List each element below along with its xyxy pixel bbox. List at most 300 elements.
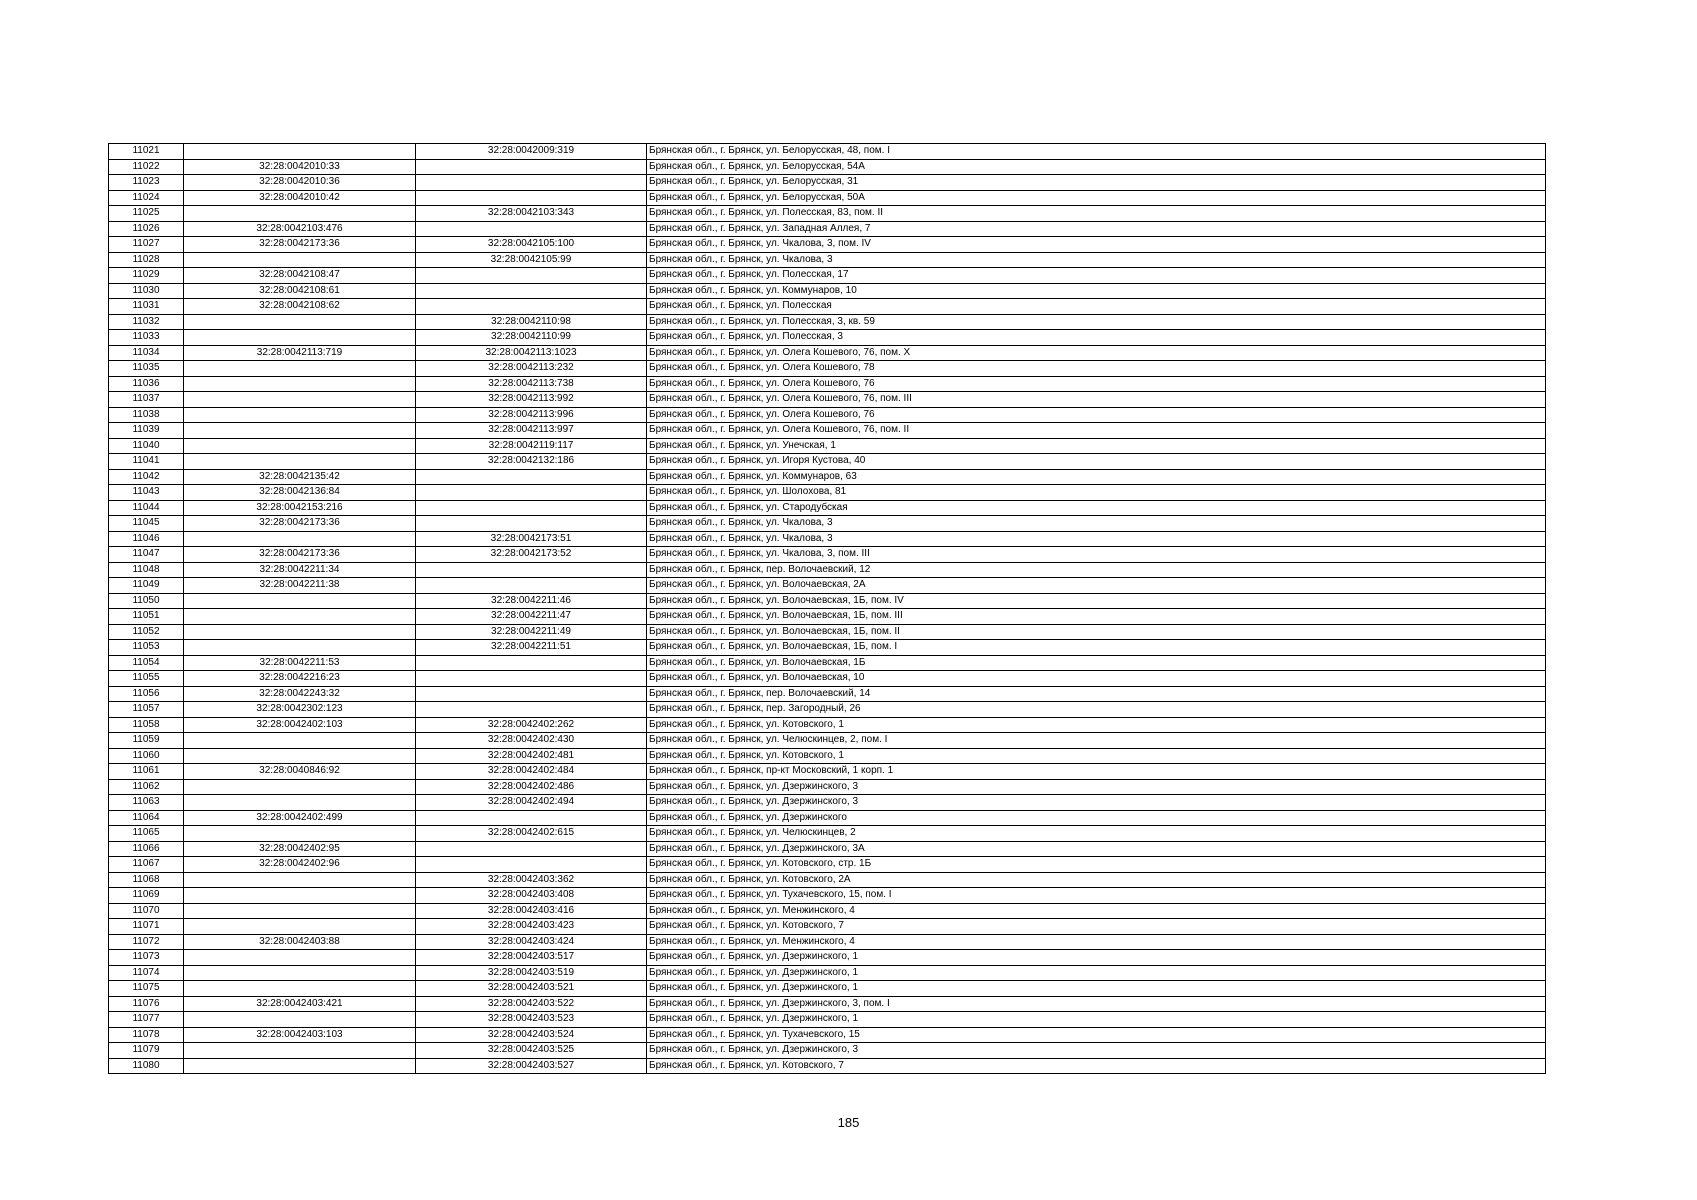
table-row	[109, 485, 1546, 501]
land-cadastral-number-cell	[184, 531, 416, 547]
address-cell: Брянская обл., г. Брянск, ул. Тухачевского, 15, пом. I	[647, 888, 1546, 904]
building-cadastral-number-cell	[416, 175, 647, 191]
address-cell: Брянская обл., г. Брянск, ул. Чкалова, 3	[647, 531, 1546, 547]
address-cell: Брянская обл., г. Брянск, ул. Котовского, 1	[647, 717, 1546, 733]
building-cadastral-number-cell: 32:28:0042211:51	[416, 640, 647, 656]
address-cell: Брянская обл., г. Брянск, пр-кт Московский, 1 корп. 1	[647, 764, 1546, 780]
land-cadastral-number-cell	[184, 361, 416, 377]
row-number-cell: 11027	[109, 237, 184, 253]
address-cell: Брянская обл., г. Брянск, ул. Челюскинцев, 2	[647, 826, 1546, 842]
row-number-cell: 11058	[109, 717, 184, 733]
table-row	[109, 299, 1546, 315]
building-cadastral-number-cell: 32:28:0042211:47	[416, 609, 647, 625]
land-cadastral-number-cell: 32:28:0042173:36	[184, 237, 416, 253]
land-cadastral-number-cell	[184, 454, 416, 470]
table-row	[109, 547, 1546, 563]
row-number-cell: 11075	[109, 981, 184, 997]
address-cell: Брянская обл., г. Брянск, ул. Стародубская	[647, 500, 1546, 516]
land-cadastral-number-cell: 32:28:0042302:123	[184, 702, 416, 718]
land-cadastral-number-cell	[184, 252, 416, 268]
building-cadastral-number-cell: 32:28:0042402:615	[416, 826, 647, 842]
row-number-cell: 11070	[109, 903, 184, 919]
address-cell: Брянская обл., г. Брянск, ул. Полесская, 83, пом. II	[647, 206, 1546, 222]
building-cadastral-number-cell: 32:28:0042402:494	[416, 795, 647, 811]
table-row	[109, 438, 1546, 454]
land-cadastral-number-cell: 32:28:0042402:95	[184, 841, 416, 857]
table-row	[109, 1012, 1546, 1028]
address-cell: Брянская обл., г. Брянск, ул. Волочаевская, 10	[647, 671, 1546, 687]
land-cadastral-number-cell: 32:28:0042211:53	[184, 655, 416, 671]
table-row	[109, 407, 1546, 423]
address-cell: Брянская обл., г. Брянск, ул. Игоря Кустова, 40	[647, 454, 1546, 470]
table-row	[109, 795, 1546, 811]
table-row	[109, 717, 1546, 733]
building-cadastral-number-cell: 32:28:0042403:525	[416, 1043, 647, 1059]
row-number-cell: 11030	[109, 283, 184, 299]
address-cell: Брянская обл., г. Брянск, ул. Полесская, 17	[647, 268, 1546, 284]
table-row	[109, 857, 1546, 873]
row-number-cell: 11043	[109, 485, 184, 501]
land-cadastral-number-cell: 32:28:0042173:36	[184, 547, 416, 563]
table-row	[109, 516, 1546, 532]
building-cadastral-number-cell	[416, 810, 647, 826]
row-number-cell: 11032	[109, 314, 184, 330]
row-number-cell: 11046	[109, 531, 184, 547]
land-cadastral-number-cell	[184, 826, 416, 842]
table-row	[109, 686, 1546, 702]
address-cell: Брянская обл., г. Брянск, ул. Унечская, 1	[647, 438, 1546, 454]
land-cadastral-number-cell	[184, 733, 416, 749]
row-number-cell: 11039	[109, 423, 184, 439]
address-cell: Брянская обл., г. Брянск, ул. Белорусская, 54А	[647, 159, 1546, 175]
row-number-cell: 11038	[109, 407, 184, 423]
land-cadastral-number-cell	[184, 1058, 416, 1074]
building-cadastral-number-cell: 32:28:0042402:484	[416, 764, 647, 780]
building-cadastral-number-cell	[416, 686, 647, 702]
land-cadastral-number-cell	[184, 330, 416, 346]
address-cell: Брянская обл., г. Брянск, ул. Тухачевского, 15	[647, 1027, 1546, 1043]
table-row	[109, 531, 1546, 547]
address-cell: Брянская обл., г. Брянск, ул. Дзержинского, 1	[647, 950, 1546, 966]
row-number-cell: 11055	[109, 671, 184, 687]
table-row	[109, 888, 1546, 904]
row-number-cell: 11024	[109, 190, 184, 206]
land-cadastral-number-cell: 32:28:0042216:23	[184, 671, 416, 687]
land-cadastral-number-cell	[184, 314, 416, 330]
table-row	[109, 996, 1546, 1012]
address-cell: Брянская обл., г. Брянск, ул. Волочаевская, 1Б, пом. II	[647, 624, 1546, 640]
address-cell: Брянская обл., г. Брянск, ул. Белорусская, 50А	[647, 190, 1546, 206]
row-number-cell: 11077	[109, 1012, 184, 1028]
table-row	[109, 144, 1546, 160]
table-row	[109, 965, 1546, 981]
land-cadastral-number-cell: 32:28:0042211:38	[184, 578, 416, 594]
address-cell: Брянская обл., г. Брянск, ул. Чкалова, 3	[647, 252, 1546, 268]
row-number-cell: 11063	[109, 795, 184, 811]
building-cadastral-number-cell	[416, 857, 647, 873]
table-row	[109, 190, 1546, 206]
building-cadastral-number-cell: 32:28:0042110:98	[416, 314, 647, 330]
address-cell: Брянская обл., г. Брянск, ул. Менжинского, 4	[647, 934, 1546, 950]
land-cadastral-number-cell: 32:28:0042243:32	[184, 686, 416, 702]
table-row	[109, 283, 1546, 299]
address-cell: Брянская обл., г. Брянск, ул. Волочаевская, 1Б, пом. I	[647, 640, 1546, 656]
address-cell: Брянская обл., г. Брянск, ул. Белорусская, 31	[647, 175, 1546, 191]
land-cadastral-number-cell: 32:28:0042010:33	[184, 159, 416, 175]
building-cadastral-number-cell	[416, 516, 647, 532]
address-cell: Брянская обл., г. Брянск, ул. Дзержинского, 3	[647, 795, 1546, 811]
address-cell: Брянская обл., г. Брянск, ул. Дзержинского, 1	[647, 965, 1546, 981]
building-cadastral-number-cell: 32:28:0042403:416	[416, 903, 647, 919]
land-cadastral-number-cell: 32:28:0042403:421	[184, 996, 416, 1012]
table-row	[109, 764, 1546, 780]
building-cadastral-number-cell: 32:28:0042173:52	[416, 547, 647, 563]
row-number-cell: 11025	[109, 206, 184, 222]
land-cadastral-number-cell: 32:28:0042403:88	[184, 934, 416, 950]
building-cadastral-number-cell: 32:28:0042113:992	[416, 392, 647, 408]
building-cadastral-number-cell: 32:28:0042402:481	[416, 748, 647, 764]
building-cadastral-number-cell	[416, 671, 647, 687]
table-row	[109, 1058, 1546, 1074]
table-row	[109, 1043, 1546, 1059]
building-cadastral-number-cell: 32:28:0042132:186	[416, 454, 647, 470]
building-cadastral-number-cell: 32:28:0042211:46	[416, 593, 647, 609]
address-cell: Брянская обл., г. Брянск, ул. Коммунаров, 63	[647, 469, 1546, 485]
building-cadastral-number-cell: 32:28:0042105:100	[416, 237, 647, 253]
address-cell: Брянская обл., г. Брянск, ул. Полесская	[647, 299, 1546, 315]
table-row	[109, 237, 1546, 253]
building-cadastral-number-cell	[416, 562, 647, 578]
table-row	[109, 826, 1546, 842]
address-cell: Брянская обл., г. Брянск, ул. Олега Кошевого, 76	[647, 407, 1546, 423]
row-number-cell: 11026	[109, 221, 184, 237]
row-number-cell: 11080	[109, 1058, 184, 1074]
address-cell: Брянская обл., г. Брянск, ул. Белорусская, 48, пом. I	[647, 144, 1546, 160]
address-cell: Брянская обл., г. Брянск, ул. Котовского, 7	[647, 919, 1546, 935]
table-row	[109, 500, 1546, 516]
building-cadastral-number-cell: 32:28:0042113:996	[416, 407, 647, 423]
building-cadastral-number-cell: 32:28:0042403:523	[416, 1012, 647, 1028]
address-cell: Брянская обл., г. Брянск, ул. Дзержинского, 1	[647, 981, 1546, 997]
land-cadastral-number-cell	[184, 748, 416, 764]
table-row	[109, 423, 1546, 439]
table-row	[109, 903, 1546, 919]
row-number-cell: 11047	[109, 547, 184, 563]
building-cadastral-number-cell	[416, 500, 647, 516]
address-cell: Брянская обл., г. Брянск, ул. Котовского, стр. 1Б	[647, 857, 1546, 873]
land-cadastral-number-cell: 32:28:0042403:103	[184, 1027, 416, 1043]
table-row	[109, 593, 1546, 609]
building-cadastral-number-cell: 32:28:0042403:521	[416, 981, 647, 997]
table-row	[109, 469, 1546, 485]
land-cadastral-number-cell: 32:28:0042402:96	[184, 857, 416, 873]
table-row	[109, 268, 1546, 284]
row-number-cell: 11078	[109, 1027, 184, 1043]
row-number-cell: 11041	[109, 454, 184, 470]
table-row	[109, 702, 1546, 718]
address-cell: Брянская обл., г. Брянск, ул. Котовского, 7	[647, 1058, 1546, 1074]
address-cell: Брянская обл., г. Брянск, ул. Шолохова, 81	[647, 485, 1546, 501]
land-cadastral-number-cell	[184, 423, 416, 439]
land-cadastral-number-cell	[184, 593, 416, 609]
land-cadastral-number-cell: 32:28:0042108:61	[184, 283, 416, 299]
row-number-cell: 11060	[109, 748, 184, 764]
land-cadastral-number-cell	[184, 872, 416, 888]
land-cadastral-number-cell	[184, 392, 416, 408]
building-cadastral-number-cell: 32:28:0042402:486	[416, 779, 647, 795]
table-row	[109, 578, 1546, 594]
building-cadastral-number-cell: 32:28:0042173:51	[416, 531, 647, 547]
land-cadastral-number-cell: 32:28:0042153:216	[184, 500, 416, 516]
address-cell: Брянская обл., г. Брянск, ул. Дзержинского, 3, пом. I	[647, 996, 1546, 1012]
row-number-cell: 11056	[109, 686, 184, 702]
land-cadastral-number-cell	[184, 407, 416, 423]
table-row	[109, 221, 1546, 237]
row-number-cell: 11066	[109, 841, 184, 857]
address-cell: Брянская обл., г. Брянск, ул. Полесская, 3	[647, 330, 1546, 346]
building-cadastral-number-cell	[416, 702, 647, 718]
table-row	[109, 1027, 1546, 1043]
table-row	[109, 810, 1546, 826]
building-cadastral-number-cell	[416, 190, 647, 206]
row-number-cell: 11035	[109, 361, 184, 377]
table-row	[109, 748, 1546, 764]
table-row	[109, 779, 1546, 795]
table-row	[109, 454, 1546, 470]
building-cadastral-number-cell	[416, 221, 647, 237]
address-cell: Брянская обл., г. Брянск, ул. Волочаевская, 1Б	[647, 655, 1546, 671]
land-cadastral-number-cell	[184, 1012, 416, 1028]
address-cell: Брянская обл., г. Брянск, ул. Дзержинского, 1	[647, 1012, 1546, 1028]
land-cadastral-number-cell	[184, 640, 416, 656]
land-cadastral-number-cell	[184, 903, 416, 919]
building-cadastral-number-cell: 32:28:0042402:430	[416, 733, 647, 749]
address-cell: Брянская обл., г. Брянск, ул. Волочаевская, 2А	[647, 578, 1546, 594]
address-cell: Брянская обл., г. Брянск, ул. Волочаевская, 1Б, пом. IV	[647, 593, 1546, 609]
land-cadastral-number-cell	[184, 919, 416, 935]
land-cadastral-number-cell	[184, 144, 416, 160]
row-number-cell: 11069	[109, 888, 184, 904]
row-number-cell: 11073	[109, 950, 184, 966]
page-number: 185	[837, 1115, 860, 1130]
address-cell: Брянская обл., г. Брянск, ул. Волочаевская, 1Б, пом. III	[647, 609, 1546, 625]
row-number-cell: 11059	[109, 733, 184, 749]
address-cell: Брянская обл., г. Брянск, ул. Коммунаров, 10	[647, 283, 1546, 299]
address-cell: Брянская обл., г. Брянск, ул. Чкалова, 3, пом. IV	[647, 237, 1546, 253]
land-cadastral-number-cell: 32:28:0042173:36	[184, 516, 416, 532]
address-cell: Брянская обл., г. Брянск, ул. Олега Кошевого, 76, пом. II	[647, 423, 1546, 439]
register-table	[108, 143, 1546, 1074]
land-cadastral-number-cell: 32:28:0042010:42	[184, 190, 416, 206]
land-cadastral-number-cell	[184, 206, 416, 222]
land-cadastral-number-cell	[184, 888, 416, 904]
table-row	[109, 671, 1546, 687]
row-number-cell: 11040	[109, 438, 184, 454]
table-row	[109, 314, 1546, 330]
row-number-cell: 11076	[109, 996, 184, 1012]
row-number-cell: 11021	[109, 144, 184, 160]
row-number-cell: 11042	[109, 469, 184, 485]
row-number-cell: 11049	[109, 578, 184, 594]
row-number-cell: 11044	[109, 500, 184, 516]
building-cadastral-number-cell: 32:28:0042113:997	[416, 423, 647, 439]
land-cadastral-number-cell: 32:28:0042402:499	[184, 810, 416, 826]
land-cadastral-number-cell	[184, 1043, 416, 1059]
address-cell: Брянская обл., г. Брянск, ул. Менжинского, 4	[647, 903, 1546, 919]
land-cadastral-number-cell: 32:28:0042402:103	[184, 717, 416, 733]
land-cadastral-number-cell: 32:28:0042211:34	[184, 562, 416, 578]
land-cadastral-number-cell	[184, 609, 416, 625]
row-number-cell: 11022	[109, 159, 184, 175]
row-number-cell: 11050	[109, 593, 184, 609]
building-cadastral-number-cell: 32:28:0042403:517	[416, 950, 647, 966]
land-cadastral-number-cell	[184, 795, 416, 811]
building-cadastral-number-cell: 32:28:0042110:99	[416, 330, 647, 346]
address-cell: Брянская обл., г. Брянск, ул. Олега Кошевого, 76, пом. III	[647, 392, 1546, 408]
land-cadastral-number-cell	[184, 438, 416, 454]
row-number-cell: 11072	[109, 934, 184, 950]
row-number-cell: 11064	[109, 810, 184, 826]
land-cadastral-number-cell: 32:28:0042103:476	[184, 221, 416, 237]
building-cadastral-number-cell	[416, 283, 647, 299]
building-cadastral-number-cell: 32:28:0042403:522	[416, 996, 647, 1012]
building-cadastral-number-cell: 32:28:0042113:232	[416, 361, 647, 377]
table-row	[109, 206, 1546, 222]
land-cadastral-number-cell: 32:28:0042108:62	[184, 299, 416, 315]
land-cadastral-number-cell: 32:28:0042135:42	[184, 469, 416, 485]
table-row	[109, 345, 1546, 361]
building-cadastral-number-cell: 32:28:0042403:362	[416, 872, 647, 888]
row-number-cell: 11074	[109, 965, 184, 981]
row-number-cell: 11057	[109, 702, 184, 718]
building-cadastral-number-cell	[416, 268, 647, 284]
row-number-cell: 11062	[109, 779, 184, 795]
building-cadastral-number-cell: 32:28:0042105:99	[416, 252, 647, 268]
row-number-cell: 11034	[109, 345, 184, 361]
row-number-cell: 11051	[109, 609, 184, 625]
building-cadastral-number-cell: 32:28:0042009:319	[416, 144, 647, 160]
land-cadastral-number-cell	[184, 624, 416, 640]
table-row	[109, 376, 1546, 392]
row-number-cell: 11031	[109, 299, 184, 315]
address-cell: Брянская обл., г. Брянск, ул. Полесская, 3, кв. 59	[647, 314, 1546, 330]
row-number-cell: 11065	[109, 826, 184, 842]
building-cadastral-number-cell: 32:28:0042119:117	[416, 438, 647, 454]
building-cadastral-number-cell	[416, 485, 647, 501]
address-cell: Брянская обл., г. Брянск, ул. Олега Кошевого, 76	[647, 376, 1546, 392]
table-row	[109, 361, 1546, 377]
table-row	[109, 950, 1546, 966]
row-number-cell: 11023	[109, 175, 184, 191]
building-cadastral-number-cell: 32:28:0042113:738	[416, 376, 647, 392]
row-number-cell: 11045	[109, 516, 184, 532]
building-cadastral-number-cell: 32:28:0042211:49	[416, 624, 647, 640]
address-cell: Брянская обл., г. Брянск, пер. Загородный, 26	[647, 702, 1546, 718]
address-cell: Брянская обл., г. Брянск, ул. Челюскинцев, 2, пом. I	[647, 733, 1546, 749]
building-cadastral-number-cell	[416, 655, 647, 671]
land-cadastral-number-cell: 32:28:0040846:92	[184, 764, 416, 780]
building-cadastral-number-cell: 32:28:0042403:527	[416, 1058, 647, 1074]
address-cell: Брянская обл., г. Брянск, ул. Дзержинского	[647, 810, 1546, 826]
table-row	[109, 733, 1546, 749]
table-row	[109, 159, 1546, 175]
building-cadastral-number-cell	[416, 299, 647, 315]
building-cadastral-number-cell	[416, 578, 647, 594]
table-row	[109, 609, 1546, 625]
row-number-cell: 11053	[109, 640, 184, 656]
address-cell: Брянская обл., г. Брянск, ул. Дзержинского, 3	[647, 779, 1546, 795]
building-cadastral-number-cell	[416, 841, 647, 857]
table-row	[109, 562, 1546, 578]
address-cell: Брянская обл., г. Брянск, ул. Чкалова, 3	[647, 516, 1546, 532]
row-number-cell: 11061	[109, 764, 184, 780]
land-cadastral-number-cell: 32:28:0042010:36	[184, 175, 416, 191]
register-table-body	[109, 144, 1546, 1074]
land-cadastral-number-cell	[184, 965, 416, 981]
building-cadastral-number-cell: 32:28:0042403:519	[416, 965, 647, 981]
address-cell: Брянская обл., г. Брянск, ул. Олега Кошевого, 76, пом. X	[647, 345, 1546, 361]
table-row	[109, 934, 1546, 950]
row-number-cell: 11052	[109, 624, 184, 640]
row-number-cell: 11071	[109, 919, 184, 935]
table-row	[109, 252, 1546, 268]
row-number-cell: 11067	[109, 857, 184, 873]
address-cell: Брянская обл., г. Брянск, ул. Дзержинского, 3	[647, 1043, 1546, 1059]
building-cadastral-number-cell	[416, 469, 647, 485]
address-cell: Брянская обл., г. Брянск, ул. Олега Кошевого, 78	[647, 361, 1546, 377]
row-number-cell: 11028	[109, 252, 184, 268]
row-number-cell: 11037	[109, 392, 184, 408]
table-row	[109, 841, 1546, 857]
land-cadastral-number-cell: 32:28:0042113:719	[184, 345, 416, 361]
land-cadastral-number-cell	[184, 376, 416, 392]
table-row	[109, 655, 1546, 671]
address-cell: Брянская обл., г. Брянск, ул. Котовского, 1	[647, 748, 1546, 764]
row-number-cell: 11036	[109, 376, 184, 392]
land-cadastral-number-cell: 32:28:0042136:84	[184, 485, 416, 501]
table-row	[109, 392, 1546, 408]
row-number-cell: 11029	[109, 268, 184, 284]
table-row	[109, 175, 1546, 191]
table-row	[109, 640, 1546, 656]
row-number-cell: 11054	[109, 655, 184, 671]
address-cell: Брянская обл., г. Брянск, ул. Котовского, 2А	[647, 872, 1546, 888]
land-cadastral-number-cell	[184, 950, 416, 966]
address-cell: Брянская обл., г. Брянск, пер. Волочаевский, 12	[647, 562, 1546, 578]
building-cadastral-number-cell: 32:28:0042403:424	[416, 934, 647, 950]
row-number-cell: 11033	[109, 330, 184, 346]
table-row	[109, 624, 1546, 640]
row-number-cell: 11079	[109, 1043, 184, 1059]
land-cadastral-number-cell	[184, 981, 416, 997]
table-row	[109, 330, 1546, 346]
table-row	[109, 919, 1546, 935]
address-cell: Брянская обл., г. Брянск, ул. Дзержинского, 3А	[647, 841, 1546, 857]
building-cadastral-number-cell: 32:28:0042403:408	[416, 888, 647, 904]
table-row	[109, 981, 1546, 997]
address-cell: Брянская обл., г. Брянск, ул. Чкалова, 3, пом. III	[647, 547, 1546, 563]
building-cadastral-number-cell: 32:28:0042113:1023	[416, 345, 647, 361]
row-number-cell: 11048	[109, 562, 184, 578]
address-cell: Брянская обл., г. Брянск, пер. Волочаевский, 14	[647, 686, 1546, 702]
address-cell: Брянская обл., г. Брянск, ул. Западная Аллея, 7	[647, 221, 1546, 237]
building-cadastral-number-cell: 32:28:0042403:423	[416, 919, 647, 935]
building-cadastral-number-cell	[416, 159, 647, 175]
building-cadastral-number-cell: 32:28:0042103:343	[416, 206, 647, 222]
land-cadastral-number-cell	[184, 779, 416, 795]
table-row	[109, 872, 1546, 888]
row-number-cell: 11068	[109, 872, 184, 888]
